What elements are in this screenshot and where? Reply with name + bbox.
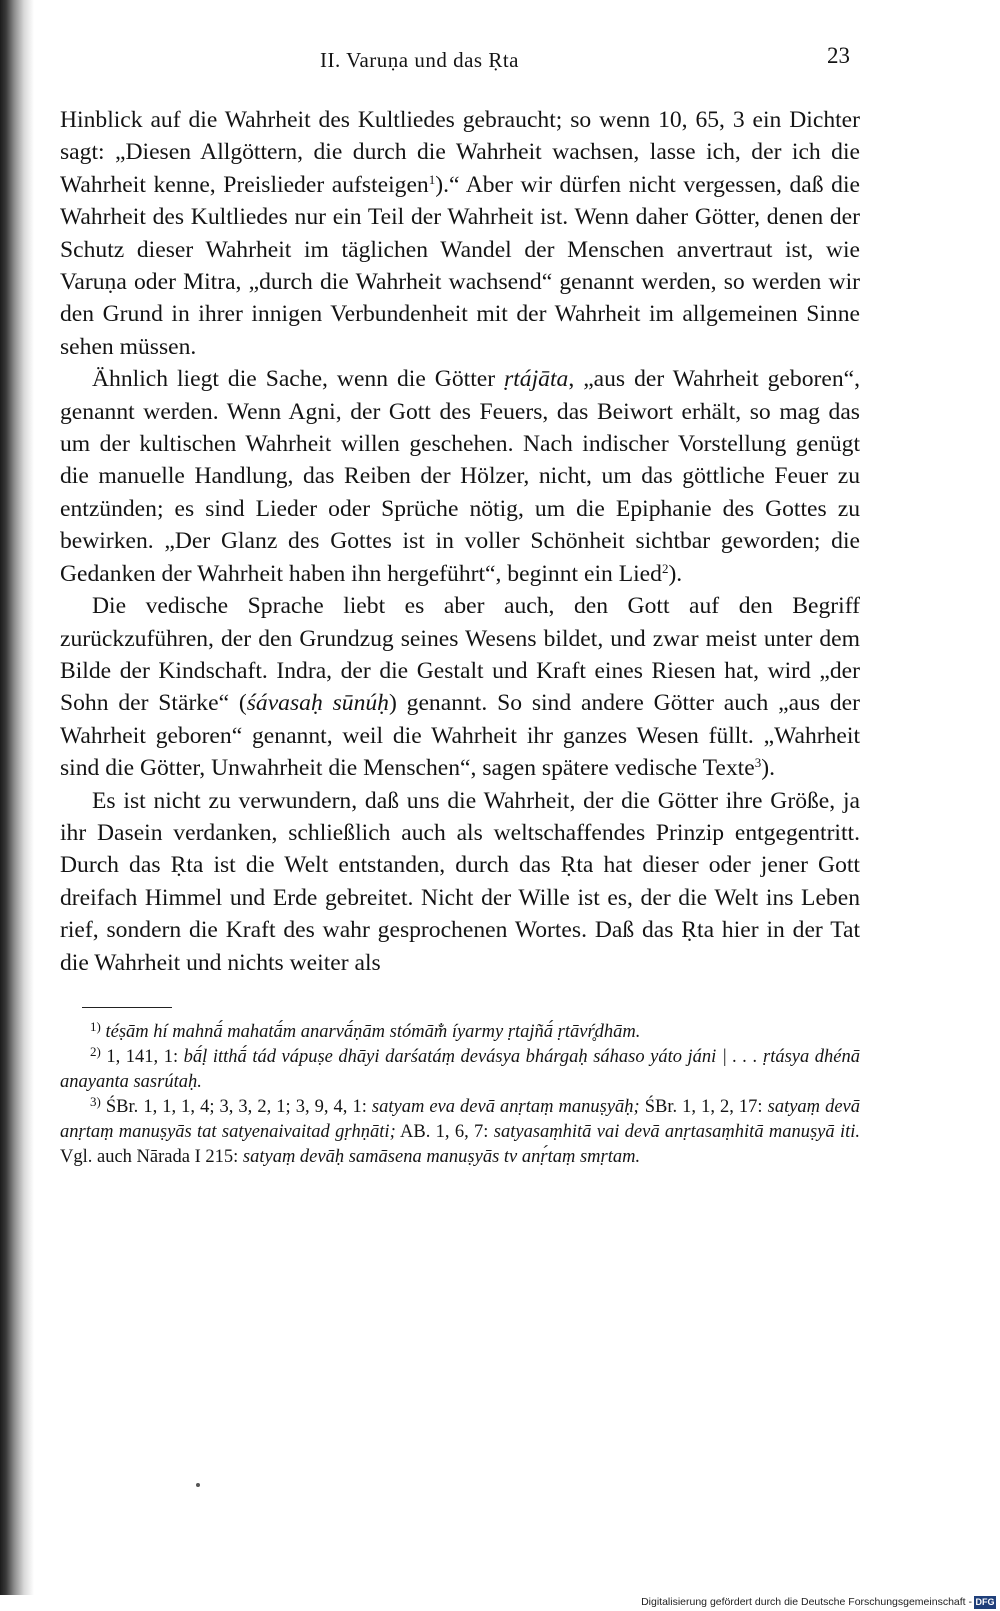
paragraph-1: Hinblick auf die Wahrheit des Kultliedes gebraucht; so wenn 10, 65, 3 ein Dichter sagt: „Diesen Allgöttern, die durch die Wahrheit wachsen, lasse ich, der ich die Wahrheit kenne, Preislieder aufsteigen$^1$).“ Aber wir dürfen nicht vergessen, daß die Wahrheit des Kultliedes nur ein Teil der Wahrheit ist. Wenn daher Götter, denen der Schutz dieser Wahrheit im täglichen Wandel der Menschen anvertraut ist, wie Varuṇa oder Mitra, „durch die Wahrheit wachsend“ genannt werden, so werden wir den Grund in ihrer innigen Verbundenheit mit der Wahrheit im allgemeinen Sinne sehen müssen. (60, 107, 860, 360)
sanskrit-term: śávasaḥ sūnúḥ (246, 690, 389, 717)
footnote-2: $^{2)}$ 1, 141, 1: bā́ḷ itthā́ tád vápuṣe dhāyi darśatáṃ devásya bhárgaḥ sáhaso yáto jáni | . . . ṛtásya dhénā anayanta sasrútaḥ. (60, 1043, 861, 1092)
footnote-mark: 2) (90, 1043, 101, 1059)
funding-credit: Digitalisierung gefördert durch die Deutsche Forschungsgemeinschaft - (641, 1596, 972, 1608)
footnote-ref-3: 3 (754, 755, 762, 771)
main-text (60, 104, 860, 979)
footnote-mark: 3) (90, 1093, 101, 1109)
footnote-divider (82, 1007, 172, 1008)
paragraph-3: Die vedische Sprache liebt es aber auch, den Gott auf den Begriff zurückzuführen, der den Grundzug seines Wesens bildet, und zwar meist unter dem Bilde der Kindschaft. Indra, der die Gestalt und Kraft eines Riesen hat, wird „der Sohn der Stärke“ (śávasaḥ sūnúḥ) genannt. So sind andere Götter auch „aus der Wahrheit geboren“ genannt, weil die Wahrheit ihr ganzes Wesen füllt. „Wahrheit sind die Götter, Unwahrheit die Menschen“, sagen spätere vedische Texte$^3$). (60, 593, 861, 782)
scan-speck (196, 1483, 200, 1487)
footnote-ref-2: 2 (661, 560, 669, 576)
running-head (60, 40, 860, 74)
dfg-logo: DFG (975, 1597, 995, 1607)
footnote-mark: 1) (90, 1018, 101, 1034)
digitization-footer (0, 1595, 1000, 1611)
footnotes (60, 1020, 860, 1170)
footnote-3: $^{3)}$ ŚBr. 1, 1, 1, 4; 3, 3, 2, 1; 3, 9, 4, 1: satyam eva devā anṛtaṃ manuṣyāḥ; ŚBr. 1, 1, 2, 17: satyaṃ devā anṛtaṃ manuṣyās tat satyenaivaitad gṛhṇāti; AB. 1, 6, 7: satyasaṃhitā vai devā anṛtasaṃhitā manuṣyā iti. Vgl. auch Nārada I 215: satyaṃ devāḥ samāsena manuṣyās tv anṛ́taṃ smṛtam. (60, 1093, 861, 1167)
sanskrit-term: ṛtájāta (504, 366, 569, 393)
page-number: 23 (827, 43, 850, 68)
paragraph-4: Es ist nicht zu verwundern, daß uns die Wahrheit, der die Götter ihre Größe, ja ihr Dasein verdanken, schließlich auch als weltschaffendes Prinzip entgegentritt. Durch das Ṛta ist die Welt entstanden, durch das Ṛta hat dieser oder jener Gott dreifach Himmel und Erde gebreitet. Nicht der Wille ist es, der die Welt ins Leben rief, sondern die Kraft des wahr gesprochenen Wortes. Daß das Ṛta hier in der Tat die Wahrheit und nichts weiter als (60, 787, 860, 976)
scan-page-edge (0, 0, 34, 1611)
book-page (60, 40, 860, 1170)
footnote-1: $^{1)}$ téṣām hí mahnā́ mahatā́m anarvā́ṇām stómām̐ íyarmy ṛtajñā́ ṛtāvŕ̥dhām. (90, 1018, 641, 1042)
paragraph-2: Ähnlich liegt die Sache, wenn die Götter ṛtájāta, „aus der Wahrheit geboren“, genannt werden. Wenn Agni, der Gott des Feuers, das Beiwort erhält, so mag das um der kultischen Wahrheit willen geschehen. Nach indischer Vorstellung genügt die manuelle Handlung, das Reiben der Hölzer, nicht, um das göttliche Feuer zu entzünden; es sind Lieder oder Sprüche nötig, um die Epiphanie des Gottes zu bewirken. „Der Glanz des Gottes ist in voller Schönheit sichtbar geworden; die Gedanken der Wahrheit haben ihn hergeführt“, beginnt ein Lied$^2$). (60, 366, 860, 587)
footnote-ref-1: 1 (428, 171, 436, 187)
running-title: II. Varuṇa und das Ṛta (320, 48, 519, 72)
